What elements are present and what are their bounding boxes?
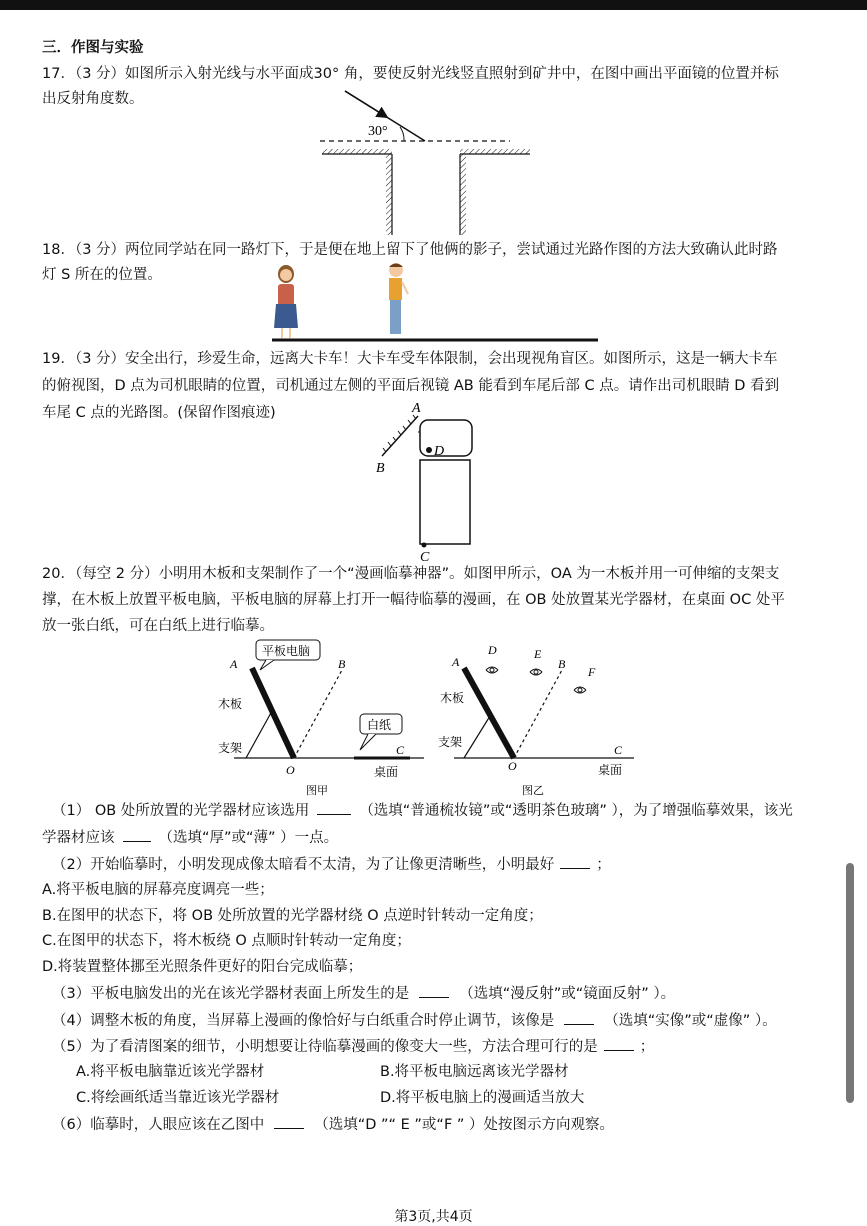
q19-mirror-ab bbox=[382, 416, 418, 456]
top-border bbox=[0, 0, 867, 10]
q18-text-line2: 灯 S 所在的位置。 bbox=[42, 267, 162, 283]
svg-text:支架: 支架 bbox=[438, 735, 463, 749]
jia-callout-paper: 白纸 bbox=[367, 718, 392, 732]
q17-text-line1: 17．（3 分）如图所示入射光线与水平面成30° 角，要使反射光线竖直照射到矿井中，在图中画出平面镜的位置并标 bbox=[42, 66, 779, 82]
q19-figure-truck-top-view bbox=[372, 398, 482, 566]
q20-part5-option-a: A.将平板电脑靠近该光学器材 bbox=[76, 1064, 265, 1080]
q20-part4-line: （4）调整木板的角度，当屏幕上漫画的像恰好与白纸重合时停止调节，该像是 （选填“实像”或“虚像” ）。 bbox=[52, 1010, 777, 1031]
svg-text:E: E bbox=[534, 647, 542, 661]
q20-part5-option-c: C.将绘画纸适当靠近该光学器材 bbox=[76, 1090, 280, 1106]
q20-part2-option-a: A.将平板电脑的屏幕亮度调亮一些； bbox=[42, 882, 274, 898]
q19-eye-point-d bbox=[426, 447, 432, 453]
svg-text:C: C bbox=[614, 743, 623, 757]
yi-eye-e bbox=[530, 669, 542, 675]
q20-figure-jia bbox=[214, 636, 434, 798]
q17-angle-label: 30° bbox=[368, 124, 388, 139]
svg-text:木板: 木板 bbox=[440, 691, 465, 705]
q18-text-line1: 18．（3 分）两位同学站在同一路灯下，于是便在地上留下了他俩的影子，尝试通过光路作图的方法大致确认此时路 bbox=[42, 242, 778, 258]
answer-blank-5[interactable] bbox=[564, 1010, 594, 1025]
svg-text:O: O bbox=[286, 763, 295, 777]
svg-text:A: A bbox=[230, 657, 238, 671]
page-footer: 第3页,共4页 bbox=[394, 1209, 473, 1225]
q20-part5-line: （5）为了看清图案的细节，小明想要让待临摹漫画的像变大一些，方法合理可行的是 ； bbox=[52, 1036, 654, 1057]
yi-eye-d bbox=[486, 667, 498, 673]
answer-blank-6[interactable] bbox=[604, 1036, 634, 1051]
section-title: 三．作图与实验 bbox=[42, 40, 144, 56]
q20-part6-line: （6）临摹时，人眼应该在乙图中 （选填“D ”“ E ”或“F ” ）处按图示方向观察。 bbox=[52, 1114, 614, 1135]
q20-part5-option-b: B.将平板电脑远离该光学器材 bbox=[380, 1064, 569, 1080]
yi-board-oa bbox=[464, 668, 514, 758]
q20-text-line3: 放一张白纸，可在白纸上进行临摹。 bbox=[42, 618, 274, 634]
q20-part2-option-d: D.将装置整体挪至光照条件更好的阳台完成临摹； bbox=[42, 959, 363, 975]
svg-text:B: B bbox=[338, 657, 346, 671]
q19-text-line2: 的俯视图，D 点为司机眼睛的位置，司机通过左侧的平面后视镜 AB 能看到车尾后部 C 点。请作出司机眼睛 D 看到 bbox=[42, 378, 780, 394]
svg-text:D: D bbox=[488, 643, 497, 657]
boy-figure bbox=[389, 263, 408, 334]
yi-eye-f bbox=[574, 687, 586, 693]
svg-text:支架: 支架 bbox=[218, 741, 243, 755]
q19-text-line1: 19．（3 分）安全出行，珍爱生命，远离大卡车！大卡车受车体限制，会出现视角盲区。如图所示，这是一辆大卡车 bbox=[42, 351, 778, 367]
jia-caption: 图甲 bbox=[306, 784, 328, 797]
q20-part2-option-c: C.在图甲的状态下，将木板绕 O 点顺时针转动一定角度； bbox=[42, 933, 411, 949]
svg-text:F: F bbox=[588, 665, 596, 679]
answer-blank-1[interactable] bbox=[317, 800, 351, 815]
q20-part2-option-b: B.在图甲的状态下，将 OB 处所放置的光学器材绕 O 点逆时针转动一定角度； bbox=[42, 908, 543, 924]
girl-figure bbox=[274, 265, 298, 338]
svg-text:桌面: 桌面 bbox=[374, 765, 399, 779]
q20-text-line1: 20．（每空 2 分）小明用木板和支架制作了一个“漫画临摹神器”。如图甲所示，OA 为一木板并用一可伸缩的支架支 bbox=[42, 566, 780, 582]
q17-text-line2: 出反射角度数。 bbox=[42, 91, 144, 107]
yi-ob-dashed bbox=[514, 670, 562, 758]
svg-text:木板: 木板 bbox=[218, 697, 243, 711]
answer-blank-2[interactable] bbox=[123, 827, 151, 842]
answer-blank-4[interactable] bbox=[419, 983, 449, 998]
svg-text:A: A bbox=[452, 655, 460, 669]
q18-figure-two-students bbox=[268, 260, 598, 344]
answer-blank-3[interactable] bbox=[560, 854, 590, 869]
q20-figure-yi bbox=[434, 636, 644, 798]
q20-part1-line2: 学器材应该 （选填“厚”或“薄” ）一点。 bbox=[42, 827, 338, 848]
vertical-scrollbar[interactable] bbox=[846, 863, 854, 1103]
jia-stand bbox=[246, 711, 272, 758]
q19-point-c bbox=[422, 543, 427, 548]
q20-part3-line: （3）平板电脑发出的光在该光学器材表面上所发生的是 （选填“漫反射”或“镜面反射” ）。 bbox=[52, 983, 675, 1004]
svg-text:C: C bbox=[396, 743, 405, 757]
q20-text-line2: 撑，在木板上放置平板电脑，平板电脑的屏幕上打开一幅待临摹的漫画，在 OB 处放置某光学器材，在桌面 OC 处平 bbox=[42, 592, 785, 608]
q19-text-line3: 车尾 C 点的光路图。(保留作图痕迹) bbox=[42, 405, 276, 421]
jia-board-oa bbox=[252, 668, 294, 758]
jia-ob-dashed bbox=[294, 670, 342, 758]
svg-text:桌面: 桌面 bbox=[598, 763, 623, 777]
jia-callout-tablet: 平板电脑 bbox=[262, 644, 311, 658]
q19-truck-trailer bbox=[420, 460, 470, 544]
q19-label-a: A bbox=[412, 401, 421, 416]
yi-caption: 图乙 bbox=[522, 784, 544, 797]
q19-label-c: C bbox=[420, 550, 430, 565]
q20-part5-option-d: D.将平板电脑上的漫画适当放大 bbox=[380, 1090, 585, 1106]
answer-blank-7[interactable] bbox=[274, 1114, 304, 1129]
q20-part2-line: （2）开始临摹时，小明发现成像太暗看不太清，为了让像更清晰些，小明最好 ； bbox=[52, 854, 611, 875]
q17-figure-mine-shaft bbox=[300, 85, 540, 240]
yi-stand bbox=[464, 716, 490, 758]
q20-part1-line1: （1） OB 处所放置的光学器材应该选用 （选填“普通梳妆镜”或“透明茶色玻璃” ），为了增强临摹效果，该光 bbox=[52, 800, 793, 821]
svg-text:B: B bbox=[558, 657, 566, 671]
q19-label-b: B bbox=[376, 461, 385, 476]
q19-label-d: D bbox=[434, 444, 445, 459]
svg-text:O: O bbox=[508, 759, 517, 773]
